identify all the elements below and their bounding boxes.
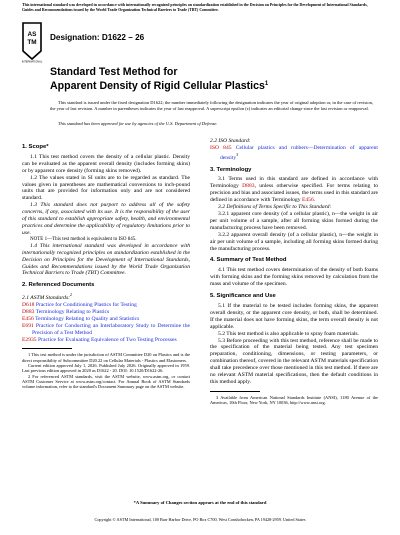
document-title	[50, 66, 370, 92]
reference-item[interactable]: E2935 Practice for Evaluating Equivalence of Two Testing Processes	[22, 336, 177, 343]
reference-item[interactable]: E691 Practice for Conducting an Interlaboratory Study to Determine the Precision of a Test Method	[22, 322, 191, 336]
footnote-3: 3 Available from American National Standards Institute (ANSI), 1180 Avenue of the Americas, 10th Floor, New York, NY 10036, http://www.ansi.org.	[210, 394, 378, 406]
paragraph-1-4: 1.4 This international standard was developed in accordance with internationally recognized principles on standardization established in the Decision on Principles for the Development of International Standards, Guides and Recommendations issued by the World Trade Organization Technical Barriers to Trade (TBT) Committee.	[22, 242, 190, 277]
astm-logo-icon	[20, 21, 44, 63]
paragraph-3-2: 3.2 Definitions of Terms Specific to This Standard:	[218, 204, 332, 211]
paragraph-5-1: 5.1 If the material to be tested includes forming skins, the apparent overall density, or the apparent core density, or both, shall be determined. If the material does not have forming skins, the term overall density is not applicable.	[210, 302, 378, 330]
astm-standards-subheading: 2.1 ASTM Standards:$^2$	[22, 292, 73, 302]
link-e456[interactable]: E456	[301, 197, 314, 204]
title-footnote-ref: 1	[264, 81, 269, 88]
reference-item[interactable]: E456 Terminology Relating to Quality and Statistics	[22, 315, 140, 322]
iso-reference-item[interactable]: ISO 845 Cellular plastics and rubbers—Determination of apparent density$^3$	[210, 144, 378, 161]
title-line-1: Standard Test Method for	[50, 66, 178, 78]
svg-text:INTERNATIONAL: INTERNATIONAL	[21, 60, 43, 63]
note-1: NOTE 1—This test method is equivalent to ISO 845.	[30, 236, 137, 242]
footnote-1-edition: Current edition approved July 1, 2026. Published July 2026. Originally approved in 1959. Last previous edition approved in 2020 as D1622 - 20. DOI: 10.1520/D1622-26.	[22, 363, 190, 374]
svg-text:TM: TM	[27, 39, 37, 46]
reference-item[interactable]: D883 Terminology Relating to Plastics	[22, 308, 110, 315]
paragraph-3-1: 3.1 Terms used in this standard are defined in accordance with Terminology D883, unless otherwise specified. For terms relating to precision and bias and associated issues, the terms used in this standard are defined in accordance with Terminology E456.	[210, 176, 379, 204]
section-heading-significance: 5. Significance and Use	[210, 293, 276, 300]
section-heading-terminology: 3. Terminology	[210, 166, 252, 173]
footnote-divider	[210, 391, 260, 392]
paragraph-1-2: 1.2 The values stated in SI units are to be regarded as standard. The values given in parentheses are mathematical conversions to inch-pound units that are provided for information only and are not considered standard.	[22, 174, 190, 202]
reference-item[interactable]: D618 Practice for Conditioning Plastics for Testing	[22, 301, 137, 308]
designation: Designation: D1622 – 26	[50, 33, 145, 42]
title-line-2: Apparent Density of Rigid Cellular Plastics$^1$	[50, 80, 269, 93]
section-heading-scope: 1. Scope*	[22, 144, 49, 150]
footnote-divider	[22, 348, 72, 349]
footnote-2: 2 For referenced ASTM standards, visit the ASTM website, www.astm.org, or contact ASTM Customer Service at www.astm.org/contact. For Annual Book of ASTM Standards volume information, refer to the standard's Document Summary page on the ASTM website.	[22, 373, 190, 390]
link-d883[interactable]: D883	[242, 183, 255, 190]
left-column	[22, 138, 190, 390]
paragraph-1-3: 1.3 This standard does not purport to address all of the safety concerns, if any, associated with its use. It is the responsibility of the user of this standard to establish appropriate safety, health, and environmental practices and determine the applicability of regulatory limitations prior to use.	[22, 202, 190, 236]
paragraph-1-1: 1.1 This test method covers the density of a cellular plastic. Density can be evaluated as the apparent overall density (includes forming skins) or by apparent core density (forming skins removed).	[22, 153, 190, 174]
paragraph-3-2-1: 3.2.1 apparent core density (of a cellular plastic), n—the weight in air per unit volume of a sample, after all forming skins formed during the manufacturing process have been removed.	[210, 211, 378, 231]
paragraph-5-2: 5.2 This test method is also applicable to spray foam materials.	[218, 330, 359, 337]
dod-note: This standard has been approved for use by agencies of the U.S. Department of Defense.	[58, 121, 218, 126]
paragraph-3-2-2: 3.2.2 apparent overall density (of a cellular plastic), n—the weight in air per unit volume of a sample, including all forming skins formed during the manufacturing process.	[210, 231, 378, 252]
standard-note: This standard is issued under the fixed designation D1622; the number immediately following the designation indicates the year of original adoption or, in the case of revision, the year of last revision. A number in parentheses indicates the year of last reapproval. A superscript epsilon (ε) indicates an editorial change since the last revision or reapproval.	[50, 100, 373, 111]
iso-standard-subheading: 2.2 ISO Standard:	[210, 138, 251, 144]
copyright-line: Copyright © ASTM International, 100 Barr Harbor Drive, PO Box C700, West Conshohocken, PA 19428-2959. United States	[94, 517, 306, 522]
header-note: This international standard was developed in accordance with internationally recognized principles on standardization established in the Decision on Principles for the Development of International Standards, Guides and Recommendations issued by the World Trade Organization Technical Barriers to Trade (TBT) Committee.	[22, 3, 368, 12]
footnote-1: 1 This test method is under the jurisdiction of ASTM Committee D20 on Plastics and is the direct responsibility of Subcommittee D20.22 on Cellular Materials - Plastics and Elastomers.	[22, 352, 190, 363]
section-heading-summary: 4. Summary of Test Method	[210, 257, 287, 264]
right-column	[210, 138, 378, 405]
section-heading-referenced-documents: 2. Referenced Documents	[22, 282, 95, 289]
svg-text:AS: AS	[27, 31, 37, 38]
summary-of-changes-note: *A Summary of Changes section appears at the end of this standard	[133, 500, 267, 505]
paragraph-4-1: 4.1 This test method covers determination of the density of both foams with forming skins and the forming skins removed by calculation from the mass and volume of the specimen.	[210, 267, 378, 288]
paragraph-5-3: 5.3 Before proceeding with this test method, reference shall be made to the specification of the material being tested. Any test specimen preparation, conditioning, dimensions, or testing parameters, or combination thereof, covered in the relevant ASTM materials specification shall take precedence over those mentioned in this test method. If there are no relevant ASTM material specifications, then the default conditions in this method apply.	[210, 337, 378, 385]
